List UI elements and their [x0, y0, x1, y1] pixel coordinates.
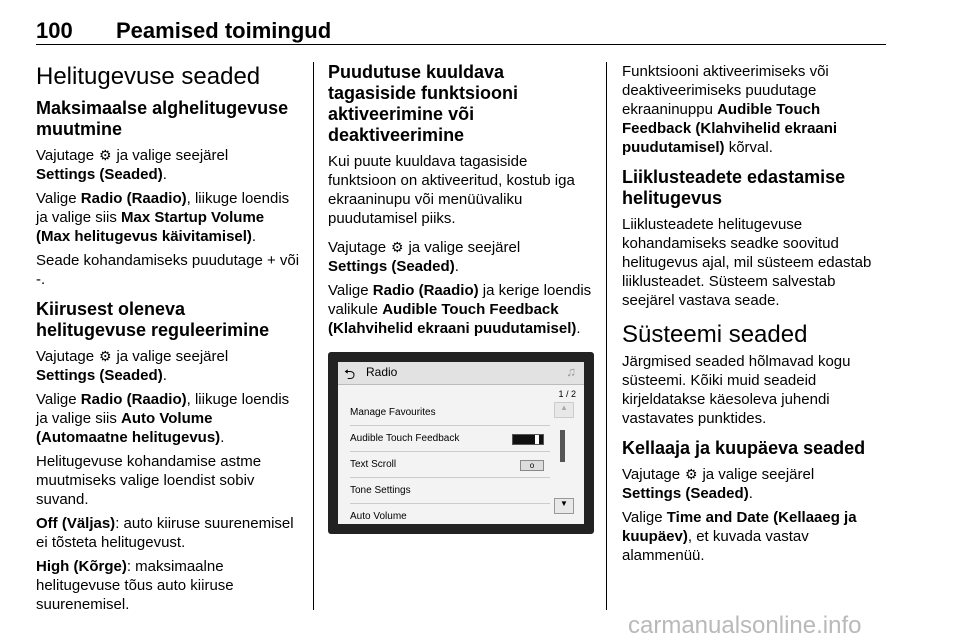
heading-volume-settings: Helitugevuse seaded: [36, 63, 261, 90]
gear-icon: ⚙: [99, 147, 112, 163]
page-number: 100: [36, 18, 73, 43]
paragraph: Vajutage ⚙ ja valige seejärel Settings (Seaded).: [36, 348, 229, 384]
heading-traffic-volume: Liiklusteadete edastamise helitugevus: [622, 167, 846, 208]
paragraph: Seade kohandamiseks puudutage + või -.: [36, 252, 300, 288]
screen-menu-list: [350, 400, 550, 529]
paragraph: Liiklusteadete helitugevuse kohandamiseks seadke soovitud helitugevus ajal, mil süsteem edastab liiklusteadet. Süsteem salvestab seejärel vastava seade.: [622, 216, 872, 309]
paragraph: Funktsiooni aktiveerimiseks või deaktiveerimiseks puudutage ekraaninuppu Audible Touch Feedback (Klahvihelid ekraani puudutamisel) kõrval.: [622, 63, 838, 156]
paragraph: Valige Time and Date (Kellaaeg ja kuupäev), et kuvada vastav alammenüü.: [622, 509, 857, 564]
screen-menu-item: Manage Favourites: [350, 400, 550, 426]
screen-menu-item: Audible Touch Feedback: [350, 426, 550, 452]
scroll-down-icon: ▼: [554, 498, 574, 514]
screen-title: Radio: [366, 365, 398, 379]
music-note-icon: ♫: [566, 364, 576, 379]
scroll-up-icon: ▲: [554, 402, 574, 418]
heading-max-startup: Maksimaalse alghelitugevuse muutmine: [36, 98, 289, 139]
paragraph: Valige Radio (Raadio) ja kerige loendis valikule Audible Touch Feedback (Klahvihelid ekraani puudutamisel).: [328, 282, 592, 337]
page-header: [36, 14, 886, 45]
screen-page-indicator: 1 / 2: [558, 389, 576, 399]
toggle-off-icon: o: [520, 460, 544, 471]
radio-screen-illustration: [328, 352, 594, 534]
paragraph: Vajutage ⚙ ja valige seejärel Settings (Seaded).: [622, 466, 815, 502]
gear-icon: ⚙: [99, 348, 112, 364]
heading-system-settings: Süsteemi seaded: [622, 321, 808, 348]
screen-menu-item: Text Scroll o: [350, 452, 550, 478]
paragraph: Valige Radio (Raadio), liikuge loendis ja valige siis Auto Volume (Automaatne helitugevus).: [36, 391, 290, 446]
gear-icon: ⚙: [685, 466, 698, 482]
paragraph: Järgmised seaded hõlmavad kogu süsteemi. Kõiki muid seadeid kirjeldatakse käesoleva juhendi vastavates punktides.: [622, 353, 851, 427]
screen-menu-item: Auto Volume: [350, 511, 407, 522]
column-1: [36, 62, 300, 619]
screen-menu-item: Tone Settings: [350, 478, 550, 504]
toggle-on-icon: [512, 434, 544, 445]
radio-screen: [338, 362, 584, 524]
scroll-thumb: [560, 430, 565, 462]
paragraph: Vajutage ⚙ ja valige seejärel Settings (Seaded).: [36, 147, 229, 183]
paragraph: Off (Väljas): auto kiiruse suurenemisel ei tõsteta helitugevust.: [36, 515, 294, 551]
paragraph: High (Kõrge): maksimaalne helitugevuse tõus auto kiiruse suurenemisel.: [36, 558, 234, 613]
screen-scrollbar: [554, 402, 572, 514]
column-2: [328, 62, 594, 534]
paragraph: Valige Radio (Raadio), liikuge loendis ja valige siis Max Startup Volume (Max helitugevus käivitamisel).: [36, 190, 290, 245]
column-divider: [313, 62, 314, 610]
column-divider: [606, 62, 607, 610]
watermark: carmanualsonline.info: [628, 612, 862, 639]
section-title: Peamised toimingud: [116, 18, 332, 43]
heading-time-date: Kellaaja ja kuupäeva seaded: [622, 438, 866, 458]
heading-speed-volume: Kiirusest oleneva helitugevuse reguleerimine: [36, 299, 270, 340]
paragraph: Helitugevuse kohandamise astme muutmiseks valige loendist sobiv suvand.: [36, 453, 262, 508]
back-arrow-icon: ⮌: [344, 366, 356, 382]
paragraph: Kui puute kuuldava tagasiside funktsioon on aktiveeritud, kostub iga ekraaninupu või menüüvaliku puudutamisel piiks.: [328, 153, 575, 227]
paragraph: Vajutage ⚙ ja valige seejärel Settings (Seaded).: [328, 239, 521, 275]
screen-top-bar: [338, 362, 584, 385]
heading-touch-feedback: Puudutuse kuuldava tagasiside funktsiooni aktiveerimine või deaktiveerimine: [328, 62, 519, 145]
gear-icon: ⚙: [391, 239, 404, 255]
column-3: [622, 62, 890, 570]
